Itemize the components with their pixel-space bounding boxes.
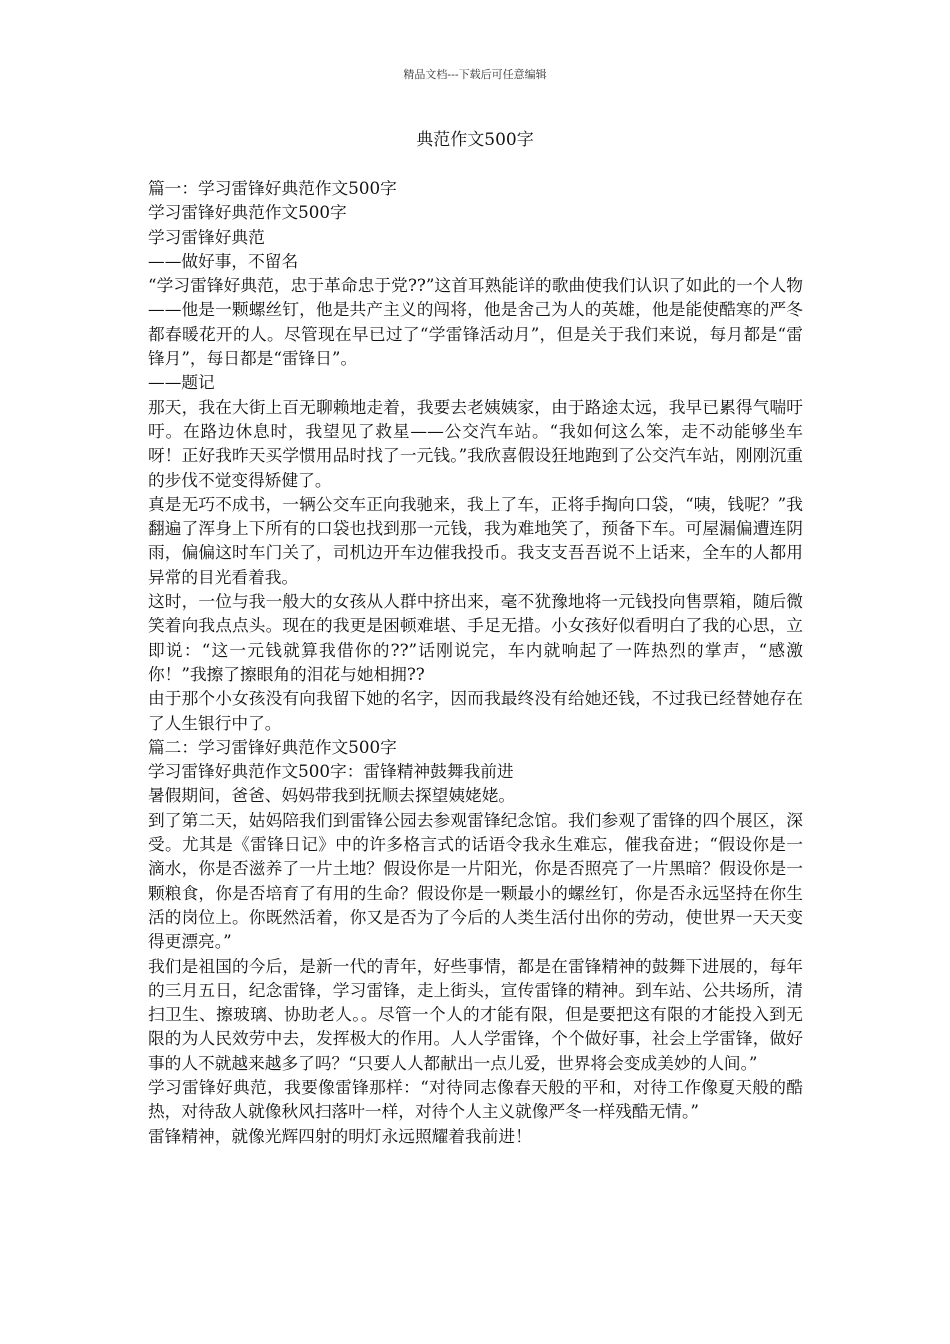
body-paragraph: 雷锋精神，就像光辉四射的明灯永远照耀着我前进！ — [148, 1125, 532, 1146]
article-title-2: 学习雷锋好典范作文500字：雷锋精神鼓舞我前进 — [148, 761, 514, 782]
document-body — [148, 176, 803, 1148]
body-paragraph: 我们是祖国的今后，是新一代的青年，好些事情，都是在雷锋精神的鼓舞下进展的，每年的三月五日，纪念雷锋，学习雷锋，走上街头，宣传雷锋的精神。到车站、公共场所，清扫卫生、擦玻璃、协助老人。。尽管一个人的才能有限，但是要把这有限的才能投入到无限的为人民效劳中去，发挥极大的作用。人人学雷锋，个个做好事，社会上学雷锋，做好事的人不就越来越多了吗？“只要人人都献出一点儿爱，世界将会变成美妙的人间。” — [148, 955, 803, 1073]
body-paragraph: 暑假期间，爸爸、妈妈带我到抚顺去探望姨姥姥。 — [148, 785, 516, 806]
epigraph-label: ——题记 — [148, 372, 215, 393]
body-paragraph: 那天，我在大街上百无聊赖地走着，我要去老姨姨家，由于路途太远，我早已累得气喘吁吁。在路边休息时，我望见了救星——公交汽车站。“我如何这么笨，走不动能够坐车呀！正好我昨天买学惯用品时找了一元钱。”我欣喜假设狂地跑到了公交汽车站，刚刚沉重的步伐不觉变得矫健了。 — [148, 396, 803, 490]
body-paragraph: 真是无巧不成书，一辆公交车正向我驰来，我上了车，正将手掏向口袋，“咦，钱呢？”我翻遍了浑身上下所有的口袋也找到那一元钱，我为难地笑了，预备下车。可屋漏偏遭连阴雨，偏偏这时车门关了，司机边开车边催我投币。我支支吾吾说不上话来，全车的人都用异常的目光看着我。 — [148, 493, 803, 587]
article-motto: ——做好事，不留名 — [148, 250, 299, 271]
body-paragraph: 学习雷锋好典范，我要像雷锋那样：“对待同志像春天般的平和，对待工作像夏天般的酷热，对待敌人就像秋风扫落叶一样，对待个人主义就像严冬一样残酷无情。” — [148, 1076, 803, 1122]
page-header: 精品文档---下载后可任意编辑 — [403, 68, 547, 81]
section-heading-2: 篇二：学习雷锋好典范作文500字 — [148, 736, 397, 757]
body-paragraph: 这时，一位与我一般大的女孩从人群中挤出来，毫不犹豫地将一元钱投向售票箱，随后微笑着向我点点头。现在的我更是困顿难堪、手足无措。小女孩好似看明白了我的心思，立即说：“这一元钱就算我借你的??”话刚说完，车内就响起了一阵热烈的掌声，“感激你！”我擦了擦眼角的泪花与她相拥?? — [148, 591, 803, 684]
section-heading-1: 篇一：学习雷锋好典范作文500字 — [148, 178, 397, 198]
article-title-1: 学习雷锋好典范作文500字 — [148, 202, 347, 223]
article-subtitle-1: 学习雷锋好典范 — [148, 226, 265, 247]
document-title: 典范作文500字 — [416, 130, 534, 150]
body-paragraph: 由于那个小女孩没有向我留下她的名字，因而我最终没有给她还钱，不过我已经替她存在了人生银行中了。 — [148, 688, 803, 733]
body-paragraph: 到了第二天，姑妈陪我们到雷锋公园去参观雷锋纪念馆。我们参观了雷锋的四个展区，深受。尤其是《雷锋日记》中的许多格言式的话语令我永生难忘，催我奋进；“假设你是一滴水，你是否滋养了一片土地？假设你是一片阳光，你是否照亮了一片黑暗？假设你是一颗粮食，你是否培育了有用的生命？假设你是一颗最小的螺丝钉，你是否永远坚持在你生活的岗位上。你既然活着，你又是否为了今后的人类生活付出你的劳动，使世界一天天变得更漂亮。” — [148, 809, 803, 952]
body-paragraph: “学习雷锋好典范，忠于革命忠于党??”这首耳熟能详的歌曲使我们认识了如此的一个人物——他是一颗螺丝钉，他是共产主义的闯将，他是舍己为人的英雄，他是能使酷寒的严冬都春暖花开的人。尽管现在早已过了“学雷锋活动月”，但是关于我们来说，每月都是“雷锋月”，每日都是“雷锋日”。 — [148, 275, 803, 369]
